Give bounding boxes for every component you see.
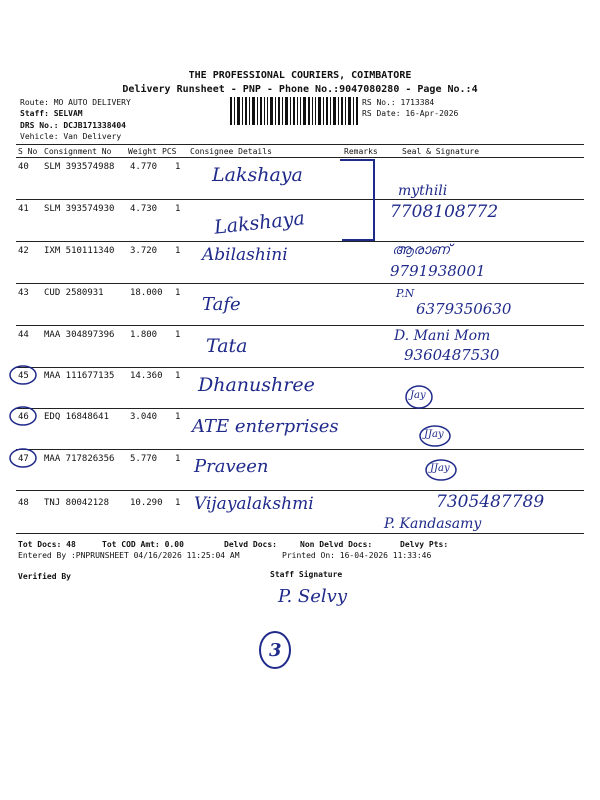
row-sno: 45 — [18, 371, 29, 381]
staff-signature-handwritten: P. Selvy — [278, 586, 347, 607]
row-sno: 48 — [18, 498, 29, 508]
row-weight: 4.730 — [130, 204, 158, 214]
col-weight: Weight — [128, 147, 157, 156]
row-seal-handwritten: JJay — [424, 429, 444, 440]
row-divider — [16, 367, 584, 368]
row-consignee-handwritten: Vijayalakshmi — [194, 494, 314, 514]
col-pcs: PCS — [162, 147, 177, 156]
row-sno: 46 — [18, 412, 29, 422]
row-sno: 40 — [18, 162, 29, 172]
non-delivered-docs: Non Delvd Docs: — [300, 540, 373, 549]
row-seal-phone: 6379350630 — [416, 300, 512, 318]
drs-number: DRS No.: DCJB171338404 — [20, 121, 126, 130]
delivered-docs: Delvd Docs: — [224, 540, 277, 549]
row-divider — [16, 325, 584, 326]
row-seal-handwritten: mythili — [398, 183, 448, 199]
row-sno: 47 — [18, 454, 29, 464]
row-divider — [16, 449, 584, 450]
row-seal-handwritten: ആരാണ് — [392, 242, 451, 258]
row-weight: 14.360 — [130, 371, 163, 381]
row-divider — [16, 533, 584, 534]
row-consignment: CUD 2580931 — [44, 288, 104, 298]
printed-on: Printed On: 16-04-2026 11:33:46 — [282, 551, 432, 560]
row-weight: 3.720 — [130, 246, 158, 256]
row-sno: 41 — [18, 204, 29, 214]
row-pcs: 1 — [175, 288, 181, 298]
row-consignment: SLM 393574930 — [44, 204, 115, 214]
route-text: Route: MO AUTO DELIVERY — [20, 98, 131, 107]
header-rule-top — [16, 144, 584, 145]
row-divider — [16, 408, 584, 409]
row-pcs: 1 — [175, 330, 181, 340]
row-weight: 3.040 — [130, 412, 158, 422]
total-cod: Tot COD Amt: 0.00 — [102, 540, 184, 549]
row-consignee-handwritten: Abilashini — [202, 245, 288, 265]
row-weight: 18.000 — [130, 288, 163, 298]
company-title: THE PROFESSIONAL COURIERS, COIMBATORE — [188, 70, 412, 81]
row-consignment: TNJ 80042128 — [44, 498, 110, 508]
col-sno: S No — [18, 147, 38, 156]
row-seal-phone: 7708108772 — [390, 202, 499, 222]
delivery-points: Delvy Pts: — [400, 540, 449, 549]
row-pcs: 1 — [175, 412, 181, 422]
row-consignment: EDQ 16848641 — [44, 412, 110, 422]
row-consignment: SLM 393574988 — [44, 162, 115, 172]
runsheet-subtitle: Delivery Runsheet - PNP - Phone No.:9047080280 - Page No.:4 — [122, 84, 478, 95]
rs-number: RS No.: 1713384 — [362, 98, 435, 107]
row-seal-phone: 7305487789 — [436, 492, 545, 512]
row-seal-handwritten: Jay — [410, 390, 426, 401]
header-rule-bottom — [16, 157, 584, 158]
col-consignee: Consignee Details — [190, 147, 272, 156]
row-consignment: MAA 111677135 — [44, 371, 115, 381]
row-pcs: 1 — [175, 246, 181, 256]
row-divider — [16, 199, 584, 200]
row-sno: 43 — [18, 288, 29, 298]
row-pcs: 1 — [175, 371, 181, 381]
row-divider — [16, 241, 584, 242]
row-weight: 10.290 — [130, 498, 163, 508]
page-mark-number: 3 — [269, 640, 282, 661]
row-seal-handwritten: JJay — [430, 463, 450, 474]
row-consignment: MAA 717826356 — [44, 454, 115, 464]
row-divider — [16, 283, 584, 284]
verified-by-label: Verified By — [18, 572, 71, 581]
vehicle-text: Vehicle: Van Delivery — [20, 132, 122, 141]
entered-by: Entered By :PNPRUNSHEET 04/16/2026 11:25:04 AM — [18, 551, 240, 560]
row-consignment: MAA 304897396 — [44, 330, 115, 340]
row-consignee-handwritten: Lakshaya — [212, 164, 303, 186]
row-pcs: 1 — [175, 162, 181, 172]
row-seal-phone: 9360487530 — [404, 346, 500, 364]
row-seal-handwritten: P. Kandasamy — [384, 516, 482, 532]
col-remarks: Remarks — [344, 147, 378, 156]
row-consignee-handwritten: Tafe — [202, 294, 241, 315]
row-weight: 4.770 — [130, 162, 158, 172]
col-consignment: Consignment No — [44, 147, 112, 156]
row-consignee-handwritten: Lakshaya — [213, 207, 306, 239]
row-divider — [16, 490, 584, 491]
row-consignee-handwritten: Tata — [206, 335, 248, 357]
row-consignee-handwritten: Dhanushree — [198, 374, 315, 396]
staff-signature-label: Staff Signature — [270, 570, 343, 579]
row-consignment: IXM 510111340 — [44, 246, 115, 256]
row-sno: 42 — [18, 246, 29, 256]
row-weight: 5.770 — [130, 454, 158, 464]
row-seal-phone: 9791938001 — [390, 262, 486, 280]
row-pcs: 1 — [175, 204, 181, 214]
total-docs: Tot Docs: 48 — [18, 540, 76, 549]
row-consignee-handwritten: ATE enterprises — [192, 416, 339, 437]
row-pcs: 1 — [175, 454, 181, 464]
col-seal: Seal & Signature — [402, 147, 480, 156]
row-consignee-handwritten: Praveen — [194, 456, 269, 477]
row-weight: 1.800 — [130, 330, 158, 340]
row-seal-handwritten: D. Mani Mom — [394, 328, 491, 344]
staff-text: Staff: SELVAM — [20, 109, 83, 118]
rs-date: RS Date: 16-Apr-2026 — [362, 109, 459, 118]
barcode-image — [230, 97, 360, 125]
row-sno: 44 — [18, 330, 29, 340]
row-seal-handwritten: P.N — [396, 287, 415, 300]
remarks-bracket — [336, 158, 380, 244]
row-pcs: 1 — [175, 498, 181, 508]
